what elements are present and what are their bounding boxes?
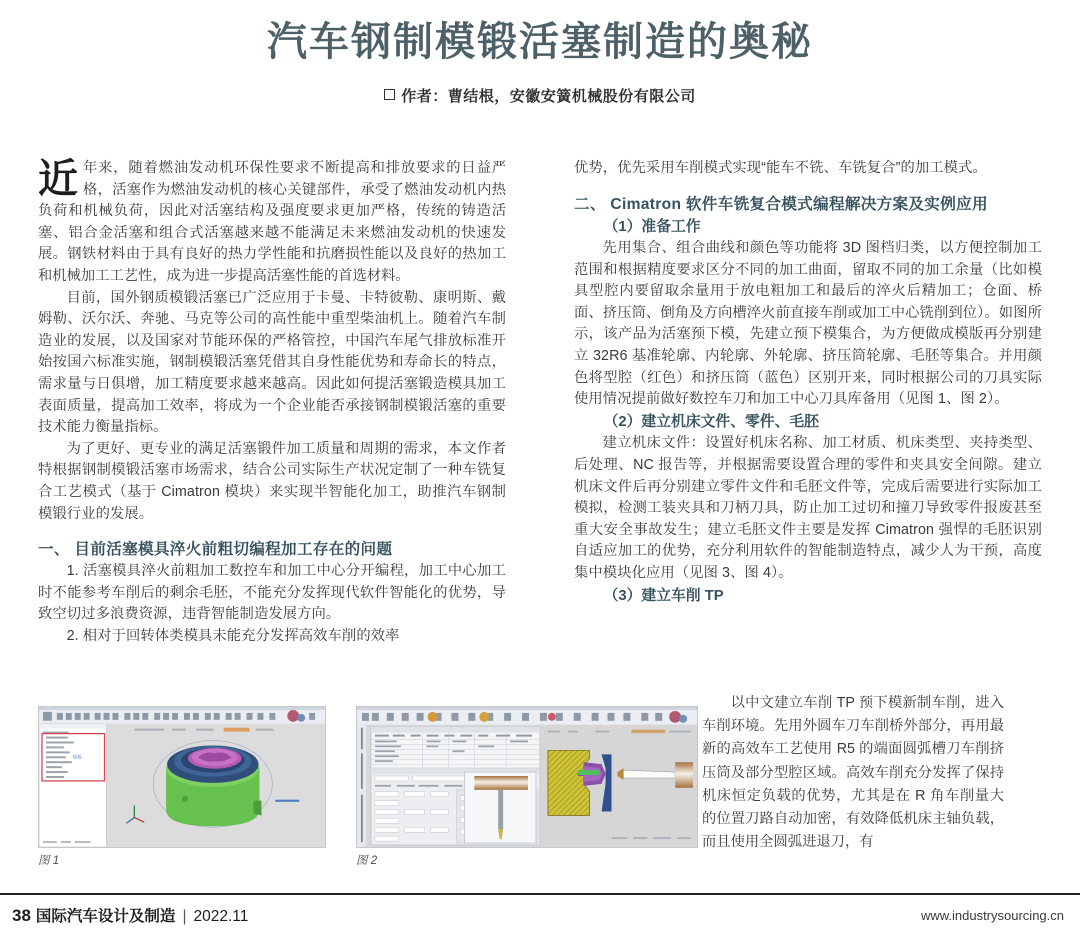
right-column-lower: [702, 692, 1004, 854]
left-column: [38, 158, 506, 647]
bullet-square-icon: [384, 89, 395, 100]
title-block: [0, 0, 1080, 106]
figure-2-image: [356, 706, 698, 848]
subsection-1-text: 先用集合、组合曲线和颜色等功能将 3D 图档归类，以方便控制加工范围和根据精度要求区分不同的加工曲面，留取不同的加工余量（比如模具型腔内要留取余量用于放电粗加工和最后的淬火后精加工；仓面、桥面、挤压筒、倒角及方向槽淬火前直接车削或加工中心铣削到位）。如图所示，该产品为活塞预下模，先建立预下模集合，为方便做成模版再分别建立 32R6 基准轮廓、内轮廓、外轮廓、挤压筒轮廓、毛胚等集合。并用颜色将型腔（红色）和挤压筒（蓝色）区别开来，同时根据公司的刀具实际使用情况提前做好数控车刀和加工中心刀具库备用（见图 1、图 2）。: [574, 240, 1042, 408]
figure-1-image: [38, 706, 326, 848]
paragraph-3: 为了更好、更专业的满足活塞锻件加工质量和周期的需求，本文作者特根据钢制模锻活塞市场需求，结合公司实际生产状况定制了一种车铣复合工艺模式（基于 Cimatron 模块）来实现半智能化加工，助推汽车钢制模锻行业的发展。: [38, 440, 506, 522]
list-item-1: 1. 活塞模具淬火前粗加工数控车和加工中心分开编程，加工中心加工时不能参考车削后的剩余毛胚，不能充分发挥现代软件智能化的优势，导致空切过多浪费资源，违背智能制造发展方向。: [38, 563, 506, 623]
subsection-heading-3: （3）建立车削 TP: [603, 587, 724, 604]
paragraph-continued: 优势，优先采用车削模式实现“能车不铣、车铣复合”的加工模式。: [574, 160, 987, 176]
list-item-2: 2. 相对于回转体类模具未能充分发挥高效车削的效率: [66, 627, 400, 644]
footer-left: [12, 904, 248, 926]
footer-divider: [0, 893, 1080, 895]
figure-1: [38, 706, 326, 868]
subsection-3-text: 以中文建立车削 TP 预下模新制车削，进入车削环境。先用外圆车刀车削桥外部分，再用最新的高效车工艺使用 R5 的端面圆弧槽刀车削挤压筒及部分型腔区域。高效车削充分发挥了保持机床恒定负载的优势，尤其是在 R 角车削量大的位置刀路自动加密，有效降低机床主轴负载，而且使用全圆弧进退刀，有: [702, 695, 1004, 851]
paragraph-2: 目前，国外钢质模锻活塞已广泛应用于卡曼、卡特彼勒、康明斯、戴姆勒、沃尔沃、奔驰、马克等公司的高性能中重型柴油机上。随着汽车制造业的发展，以及国家对节能环保的严格管控，中国汽车尾气排放标准开始按国六标准实施，钢制模锻活塞凭借其自身性能优势和寿命长的特点，需求量与日俱增，加工精度要求越来越高。因此如何提活塞锻造模具加工表面质量，提高加工效率，将成为一个企业能否承接钢制模锻活塞的重要技术能力衡量指标。: [38, 289, 506, 436]
page-title: 汽车钢制模锻活塞制造的奥秘: [267, 20, 813, 64]
byline: [0, 67, 1080, 106]
page-number: 38: [12, 906, 31, 925]
subsection-2-text: 建立机床文件：设置好机床名称、加工材质、机床类型、夹持类型、后处理、NC 报告等，并根据需要设置合理的零件和夹具安全间隙。建立机床文件后再分别建立零件文件和毛胚文件等，完成后需要进行实际加工模拟，检测工装夹具和刀柄刀具，防止加工过切和撞刀导致零件报废甚至重大安全事故发生；建立毛胚文件主要是发挥 Cimatron 强悍的毛胚识别自适应加工的优势，充分利用软件的智能制造特点，减少人为干预，高度集中模块化应用（见图 3、图 4）。: [574, 435, 1042, 581]
figure-2-caption: 图 2: [356, 855, 378, 867]
article-columns: [38, 158, 1042, 703]
page-footer: [0, 900, 1080, 940]
subsection-heading-2: （2）建立机床文件、零件、毛胚: [603, 413, 819, 430]
subsection-heading-1: （1）准备工作: [603, 218, 701, 235]
footer-website: www.industrysourcing.cn: [920, 908, 1064, 923]
figure-2: [356, 706, 698, 868]
section-heading-1: 一、 目前活塞模具淬火前粗切编程加工存在的问题: [38, 541, 393, 559]
cam-tool-library-illustration: [357, 707, 697, 847]
right-column: [574, 158, 1042, 607]
cad-die-model-illustration: [39, 707, 325, 847]
byline-text: 作者：曹结根，安徽安簧机械股份有限公司: [401, 88, 696, 105]
section-heading-2: 二、 Cimatron 软件车铣复合模式编程解决方案及实例应用: [574, 195, 988, 213]
magazine-name: 国际汽车设计及制造: [35, 908, 176, 925]
footer-separator: |: [182, 908, 187, 925]
svg-text:模板: 模板: [72, 754, 82, 760]
paragraph-intro-text: 年来，随着燃油发动机环保性要求不断提高和排放要求的日益严格，活塞作为燃油发动机的核心关键部件，承受了燃油发动机内热负荷和机械负荷，因此对活塞结构及强度要求更加严格，传统的铸造活塞、铝合金活塞和组合式活塞越来越不能满足未来燃油发动机的快速发展。钢铁材料由于具有良好的热力学性能和抗磨损性能以及良好的热加工和机械加工工艺性，成为进一步提高活塞性能的首选材料。: [38, 160, 506, 284]
figure-row: [38, 706, 698, 878]
drop-cap: 近: [38, 157, 78, 201]
issue-date: 2022.11: [193, 908, 249, 925]
paragraph-intro: [38, 158, 506, 288]
figure-1-caption: 图 1: [38, 855, 60, 867]
